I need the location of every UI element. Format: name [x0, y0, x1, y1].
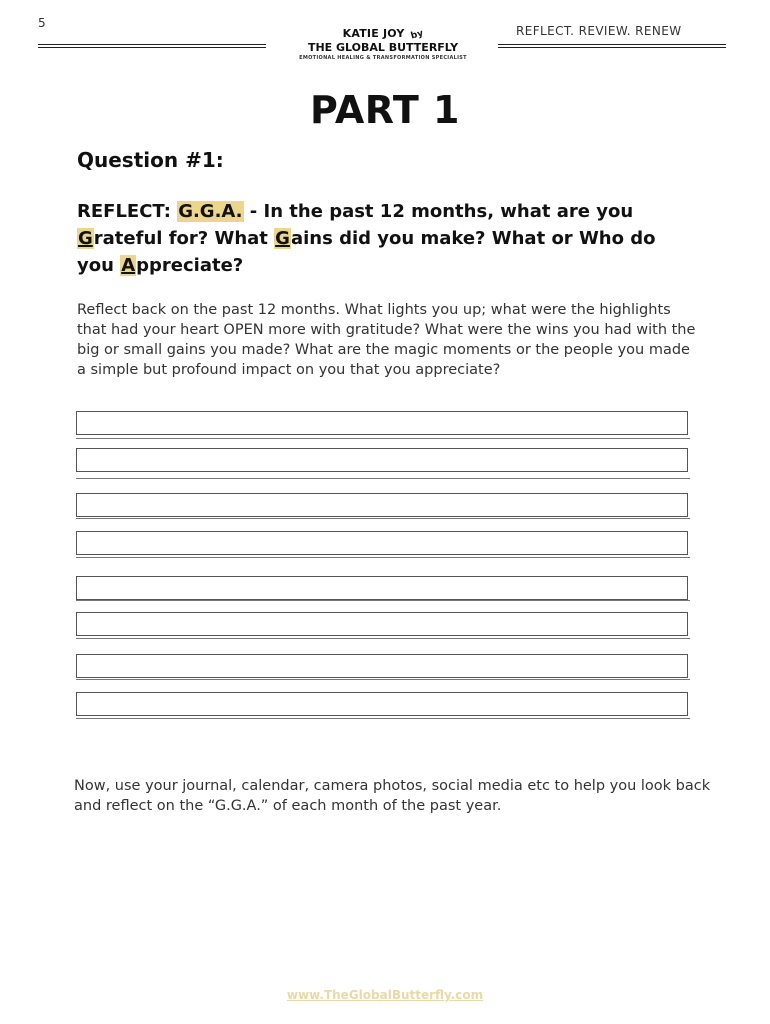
- answer-field-1[interactable]: [76, 411, 688, 435]
- answer-rule-6: [76, 638, 690, 639]
- website-link[interactable]: www.TheGlobalButterfly.com: [286, 988, 484, 1002]
- page-title: PART 1: [310, 88, 460, 132]
- instructions: Reflect back on the past 12 months. What lights you up; what were the highlights that had your heart OPEN more with gratitude? What were the wins you had with the big or small gains you made? What are the magic moments or the people you made a simple but profound impact on you that you appreciate?: [77, 302, 696, 378]
- answer-field-3[interactable]: [76, 493, 688, 517]
- header-rule-right: [498, 44, 726, 48]
- answer-rule-3: [76, 518, 690, 519]
- question-prompt: [77, 198, 697, 279]
- prompt-text-3: ains did you make? What or Who do you: [77, 228, 656, 276]
- header-rule-left: [38, 44, 266, 48]
- prompt-reflect: REFLECT:: [77, 201, 178, 222]
- answer-rule-5: [76, 600, 690, 601]
- answer-rule-4: [76, 557, 690, 558]
- prompt-gga-highlight: G.G.A.: [178, 201, 243, 222]
- footer-note: Now, use your journal, calendar, camera photos, social media etc to help you look back and reflect on the “G.G.A.” of each month of the past year.: [74, 778, 711, 814]
- prompt-text-1: - In the past 12 months, what are you: [243, 201, 634, 222]
- answer-field-5[interactable]: [76, 576, 688, 600]
- brand-by: by: [409, 28, 425, 42]
- prompt-g2-highlight: G: [275, 228, 290, 249]
- answer-rule-1: [76, 438, 690, 439]
- brand-name: KATIE JOY: [342, 27, 405, 40]
- brand-subtitle: THE GLOBAL BUTTERFLY: [307, 41, 459, 54]
- page-number: 5: [38, 16, 46, 30]
- answer-rule-8: [76, 718, 690, 719]
- question-label: Question #1:: [77, 148, 224, 172]
- prompt-a-highlight: A: [121, 255, 136, 276]
- section-label: REFLECT. REVIEW. RENEW: [516, 24, 682, 38]
- prompt-g1-highlight: G: [78, 228, 93, 249]
- brand-tagline: EMOTIONAL HEALING & TRANSFORMATION SPECIALIST: [299, 55, 467, 61]
- answer-field-4[interactable]: [76, 531, 688, 555]
- answer-field-8[interactable]: [76, 692, 688, 716]
- answer-field-2[interactable]: [76, 448, 688, 472]
- prompt-text-4: ppreciate?: [136, 255, 244, 276]
- answer-field-7[interactable]: [76, 654, 688, 678]
- prompt-text-2: rateful for? What: [93, 228, 275, 249]
- answer-rule-2: [76, 478, 690, 479]
- brand-logo: [268, 28, 498, 61]
- answer-field-6[interactable]: [76, 612, 688, 636]
- answer-rule-7: [76, 679, 690, 680]
